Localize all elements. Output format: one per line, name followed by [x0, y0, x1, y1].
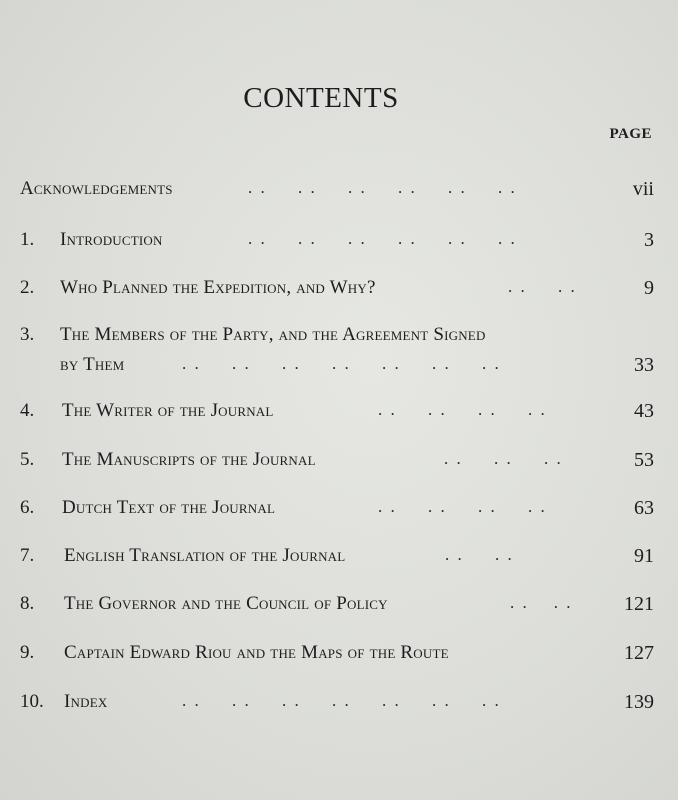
toc-entry-page: 53: [634, 449, 654, 471]
toc-entry-title: Who Planned the Expedition, and Why?: [60, 277, 376, 298]
toc-entry-title: Acknowledgements: [20, 178, 173, 199]
toc-entry-page: 43: [634, 400, 654, 422]
toc-entry-number: 3.: [20, 324, 35, 345]
toc-entry-title: English Translation of the Journal: [64, 545, 346, 566]
leader-dots: . . . . . .: [444, 449, 563, 468]
toc-entry-page: 9: [644, 277, 654, 299]
leader-dots: . . . .: [510, 593, 573, 612]
toc-entry-title: Captain Edward Riou and the Maps of the Route: [64, 642, 449, 663]
toc-entry-title: Dutch Text of the Journal: [62, 497, 276, 518]
toc-entry-number: 8.: [20, 593, 35, 614]
toc-entry-number: 6.: [20, 497, 35, 518]
leader-dots: . . . . . . . . . . . . . .: [182, 691, 501, 710]
toc-entry-number: 10.: [20, 691, 44, 712]
toc-entry-number: 9.: [20, 642, 35, 663]
toc-entry-page: 91: [634, 545, 654, 567]
toc-entry-title-cont: by Them: [60, 354, 125, 375]
toc-entry-title: The Manuscripts of the Journal: [62, 449, 316, 470]
leader-dots: . . . .: [508, 277, 577, 296]
toc-entry-page: 63: [634, 497, 654, 519]
page-column-header: PAGE: [609, 126, 652, 142]
toc-entry-number: 7.: [20, 545, 35, 566]
toc-entry-page: vii: [632, 178, 654, 200]
toc-entry-title: The Writer of the Journal: [62, 400, 274, 421]
toc-entry-number: 4.: [20, 400, 35, 421]
toc-entry-number: 5.: [20, 449, 35, 470]
leader-dots: . . . . . . . .: [378, 497, 547, 516]
toc-entry-title: Index: [64, 691, 108, 712]
leader-dots: . . . . . . . . . . . .: [248, 229, 517, 248]
toc-entry-title: The Governor and the Council of Policy: [64, 593, 388, 614]
leader-dots: . . . .: [445, 545, 514, 564]
toc-entry-page: 3: [644, 229, 654, 251]
leader-dots: . . . . . . . . . . . .: [248, 178, 517, 197]
toc-entry-page: 121: [624, 593, 654, 615]
toc-entry-title: The Members of the Party, and the Agreement Signed: [60, 324, 486, 345]
leader-dots: . . . . . . . . . . . . . .: [182, 354, 501, 373]
leader-dots: . . . . . . . .: [378, 400, 547, 419]
toc-entry-page: 33: [634, 354, 654, 376]
contents-title: CONTENTS: [243, 82, 399, 114]
toc-entry-page: 139: [624, 691, 654, 713]
toc-entry-number: 2.: [20, 277, 35, 298]
toc-entry-page: 127: [624, 642, 654, 664]
toc-entry-number: 1.: [20, 229, 35, 250]
toc-entry-title: Introduction: [60, 229, 163, 250]
